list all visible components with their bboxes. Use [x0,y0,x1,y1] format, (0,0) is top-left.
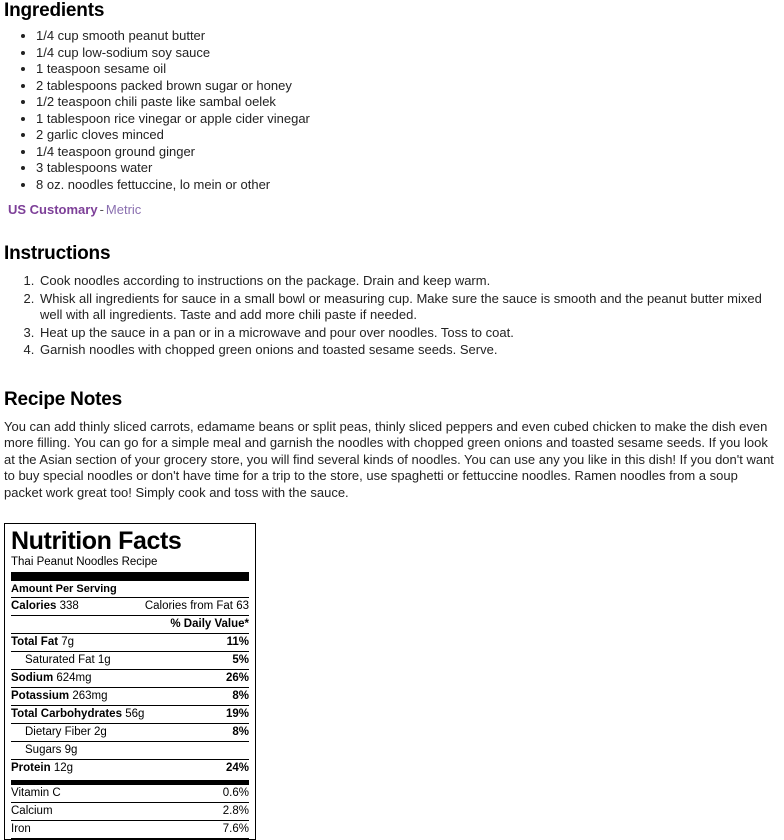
unit-metric-link[interactable]: Metric [105,202,142,217]
nutrient-label: Total Fat [11,636,59,648]
table-row [11,688,249,706]
table-row [11,724,249,742]
vitamin-label: Vitamin C [11,787,61,799]
nutrient-left [11,725,107,740]
calories-from-fat: Calories from Fat 63 [144,600,249,612]
nutrient-label: Sodium [11,672,54,684]
list-item: • 1 tablespoon rice vinegar or apple cider vinegar [36,111,776,128]
nutrient-dv: 11% [226,636,249,648]
list-item: 4. Garnish noodles with chopped green onions and toasted sesame seeds. Serve. [38,342,776,359]
instructions-heading: Instructions [4,243,111,264]
nutrient-amount: 56g [125,708,145,720]
table-row [11,785,249,803]
nutrient-amount: 9g [64,744,78,756]
list-item: • 1/4 cup smooth peanut butter [36,28,776,45]
list-item: 1. Cook noodles according to instructions on the package. Drain and keep warm. [38,273,776,290]
nutrition-title: Nutrition Facts [11,527,182,555]
unit-toggle [8,202,776,217]
nutrition-thick-divider [11,572,249,581]
nutrition-facts-panel [4,523,776,840]
vitamin-dv: 2.8% [222,805,249,817]
nutrient-dv: 26% [225,672,249,684]
nutrient-dv: 5% [232,654,249,666]
nutrient-left [11,653,111,668]
nutrient-left [11,743,77,758]
nutrient-label: Saturated Fat [25,654,95,666]
daily-value-header: % Daily Value* [11,616,249,634]
table-row [11,706,249,724]
calories-value: 338 [59,600,79,612]
list-item: • 8 oz. noodles fettuccine, lo mein or other [36,177,776,194]
list-item: • 1/2 teaspoon chili paste like sambal oelek [36,94,776,111]
calories-row [11,598,249,616]
nutrient-label: Dietary Fiber [25,726,91,738]
list-item: • 3 tablespoons water [36,160,776,177]
table-row [11,742,249,760]
nutrient-amount: 263mg [72,690,108,702]
nutrient-amount: 7g [61,636,75,648]
nutrient-left [11,635,74,650]
nutrient-label: Protein [11,762,51,774]
nutrient-label: Sugars [25,744,62,756]
nutrient-left [11,671,92,686]
nutrition-subtitle: Thai Peanut Noodles Recipe [11,556,158,568]
table-row [11,634,249,652]
nutrient-dv: 8% [232,690,249,702]
nutrient-amount: 1g [97,654,111,666]
nutrient-left [11,689,108,704]
recipe-notes-heading: Recipe Notes [4,388,122,410]
vitamins-section [11,785,249,839]
instructions-list [4,273,776,359]
table-row [11,760,249,777]
nutrient-amount: 2g [94,726,107,738]
ingredients-heading: Ingredients [4,0,105,21]
table-row [11,803,249,821]
table-row [11,652,249,670]
nutrient-label: Total Carbohydrates [11,708,122,720]
ingredients-list [4,28,776,193]
amount-per-serving-label: Amount Per Serving [11,581,249,598]
unit-us-customary-link[interactable]: US Customary [8,202,98,217]
nutrient-amount: 624mg [56,672,92,684]
nutrient-dv: 24% [225,762,249,774]
recipe-notes-body [4,419,776,502]
list-item: 3. Heat up the sauce in a pan or in a microwave and pour over noodles. Toss to coat. [38,325,776,342]
calories-label: Calories [11,600,57,612]
vitamin-dv: 0.6% [222,787,249,799]
recipe-notes-text: You can add thinly sliced carrots, edamame beans or split peas, thinly sliced peppers and even cubed chicken to make the dish even more filling. You can go for a simple meal and garnish the noodles with chopped green onions and toasted sesame seeds. If you look at the Asian section of your grocery store, you will find several kinds of noodles. You can use any you like in this dish! If you don't want to buy special noodles or don't have time for a trip to the store, use spaghetti or fettuccine noodles. Ramen noodles from a soup packet work great too! Simply cook and toss with the sauce. [4,418,774,500]
nutrient-amount: 12g [53,762,74,774]
calories-left [11,599,79,614]
nutrient-dv: 8% [232,726,249,738]
nutrient-label: Potassium [11,690,70,702]
list-item: • 2 garlic cloves minced [36,127,776,144]
vitamin-dv: 7.6% [222,823,249,835]
list-item: • 2 tablespoons packed brown sugar or honey [36,78,776,95]
nutrient-dv: 19% [225,708,249,720]
nutrition-label [4,523,256,840]
unit-separator: - [99,202,104,217]
list-item: • 1/4 teaspoon ground ginger [36,144,776,161]
nutrient-left [11,707,144,722]
list-item: • 1 teaspoon sesame oil [36,61,776,78]
nutrient-left [11,761,73,776]
list-item: 2. Whisk all ingredients for sauce in a small bowl or measuring cup. Make sure the sauce is smooth and the peanut butter mixed well with all ingredients. Taste and add more chili paste if needed. [38,291,776,324]
vitamin-label: Calcium [11,805,53,817]
table-row [11,821,249,839]
table-row [11,670,249,688]
vitamin-label: Iron [11,823,31,835]
list-item: • 1/4 cup low-sodium soy sauce [36,45,776,62]
